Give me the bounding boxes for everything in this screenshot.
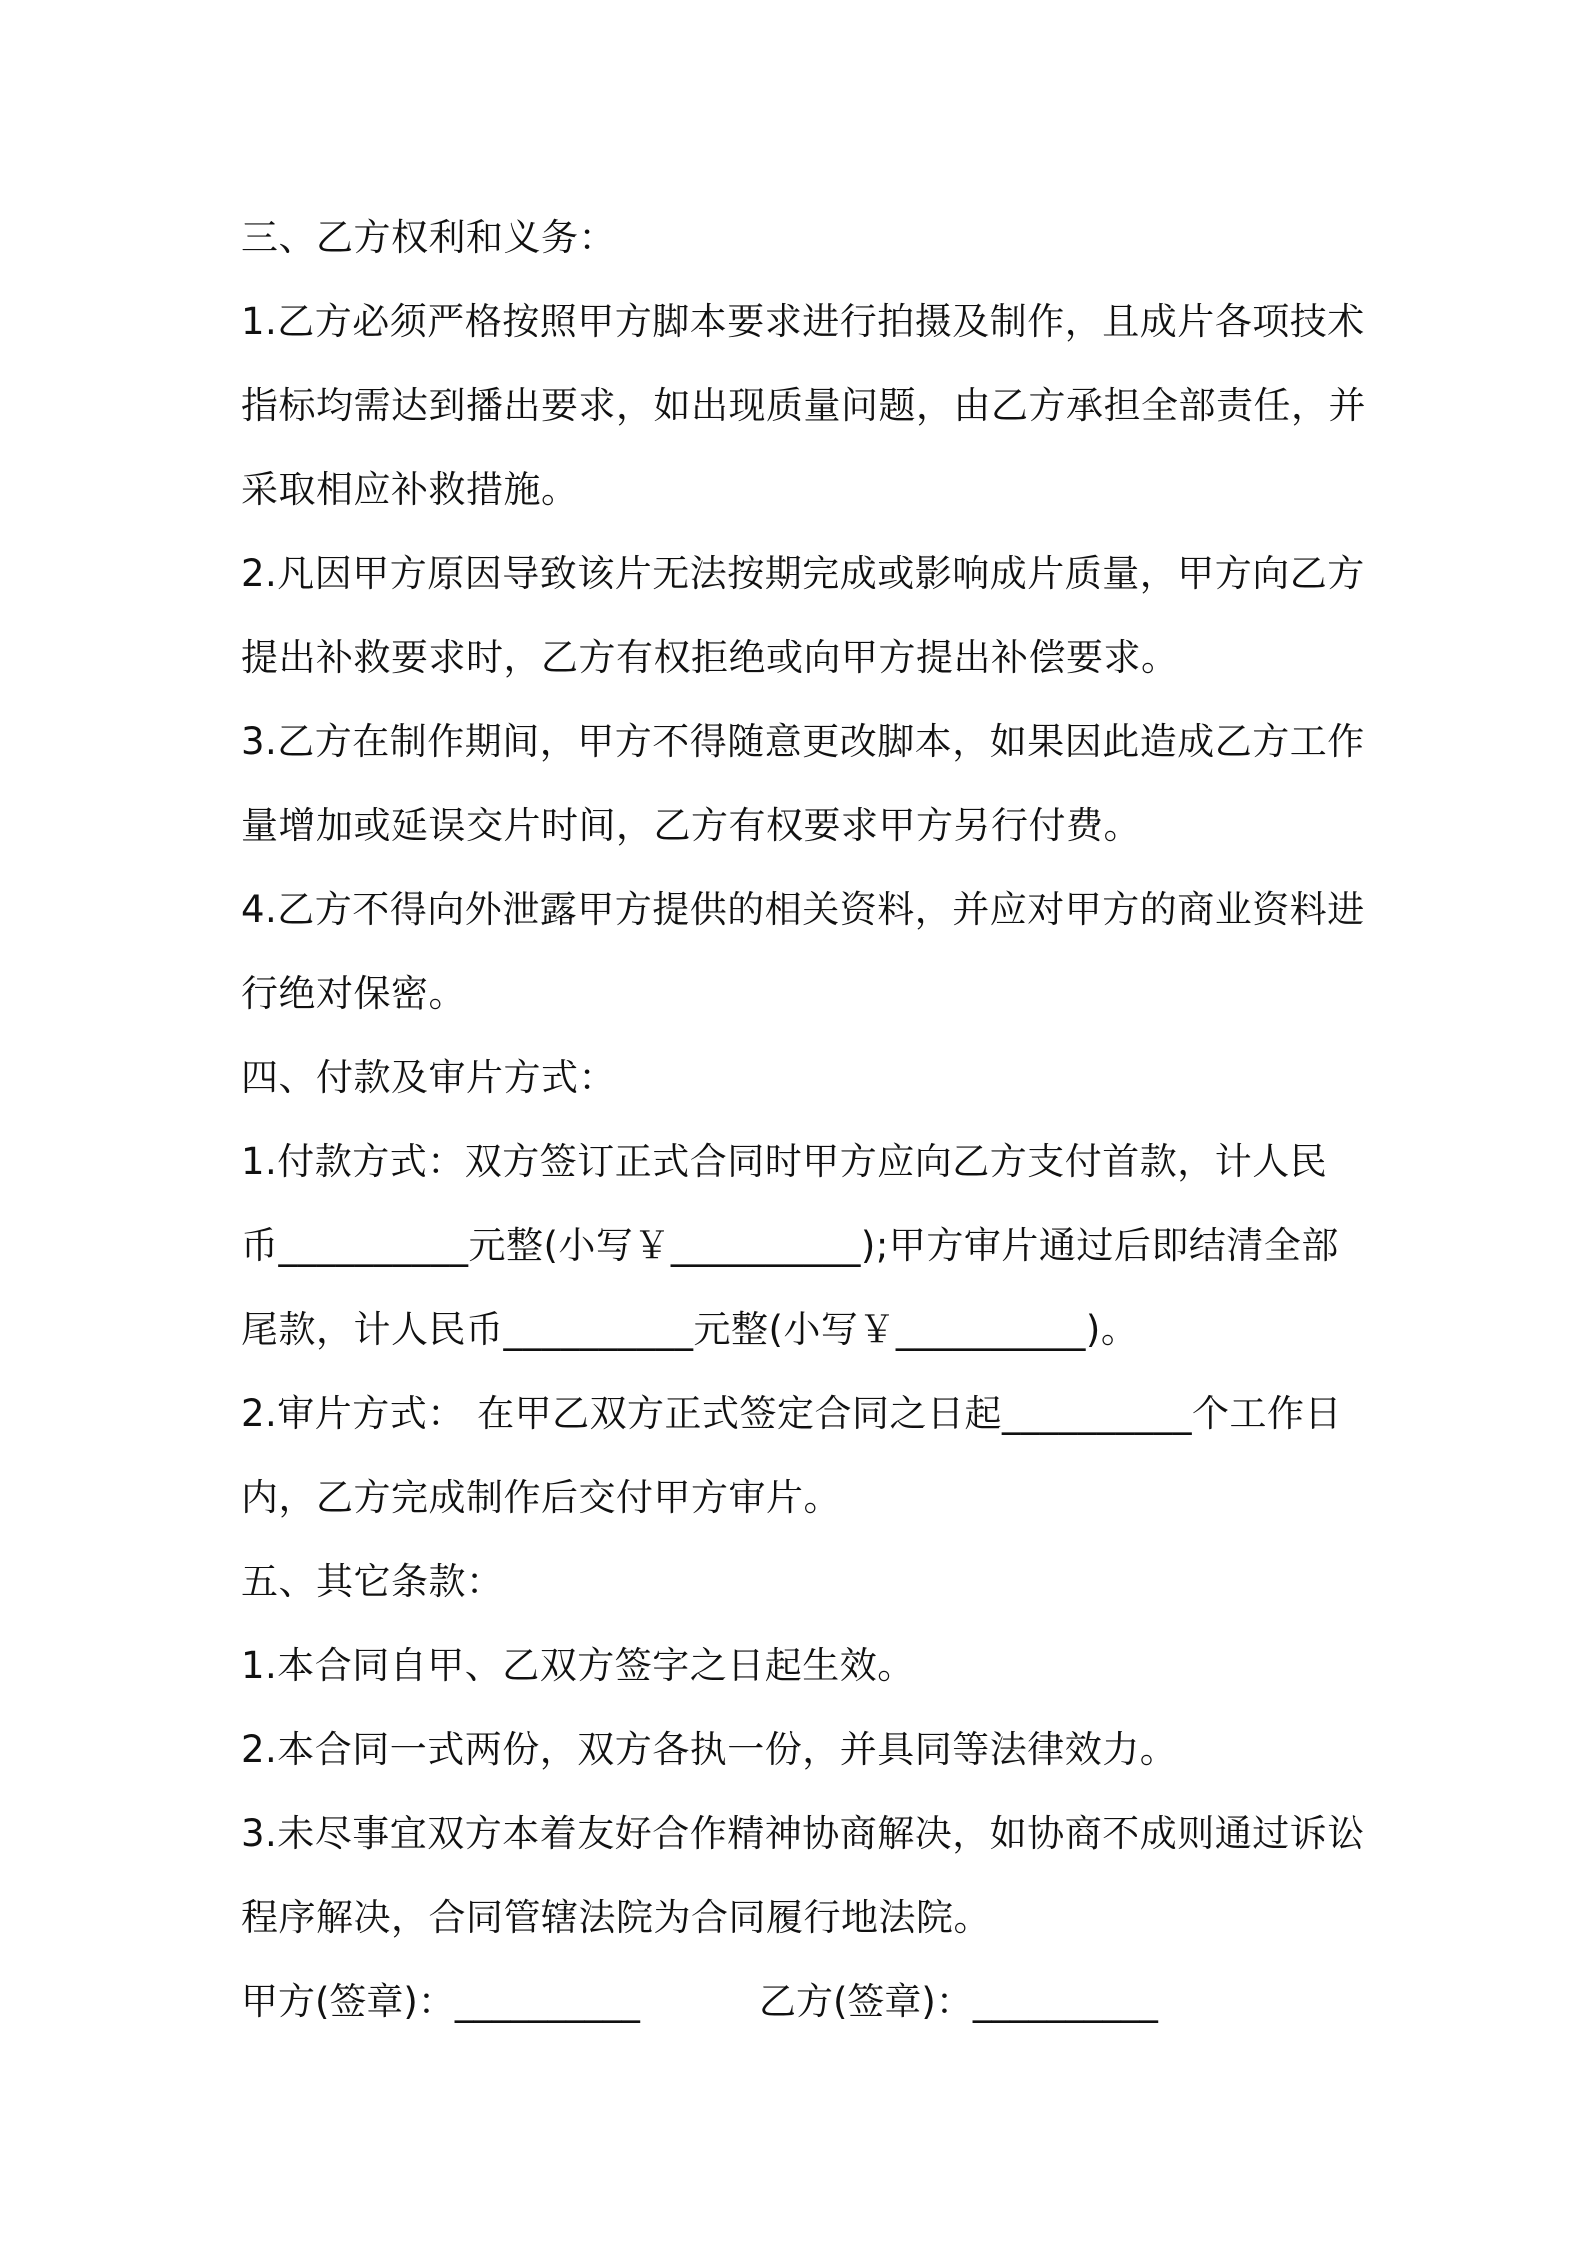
clause-3-4-line-2: 行绝对保密。 xyxy=(241,972,466,1015)
party-b-signature: 乙方(签章)：__________ xyxy=(759,1980,1158,2023)
clause-4-2-line-2: 内，乙方完成制作后交付甲方审片。 xyxy=(241,1476,841,1519)
clause-4-2-line-1: 2.审片方式： 在甲乙双方正式签定合同之日起__________个工作日 xyxy=(241,1392,1343,1435)
clause-3-3-line-1: 3.乙方在制作期间，甲方不得随意更改脚本，如果因此造成乙方工作 xyxy=(241,720,1365,763)
clause-3-2-line-2: 提出补救要求时，乙方有权拒绝或向甲方提出补偿要求。 xyxy=(241,636,1179,679)
clause-3-4-line-1: 4.乙方不得向外泄露甲方提供的相关资料，并应对甲方的商业资料进 xyxy=(241,888,1365,931)
clause-3-1-line-2: 指标均需达到播出要求，如出现质量问题，由乙方承担全部责任，并 xyxy=(241,384,1366,427)
clause-4-1-line-2: 币__________元整(小写￥__________);甲方审片通过后即结清全部 xyxy=(241,1224,1339,1267)
clause-5-1: 1.本合同自甲、乙双方签字之日起生效。 xyxy=(241,1644,915,1687)
clause-4-1-line-3: 尾款，计人民币__________元整(小写￥__________)。 xyxy=(241,1308,1139,1351)
clause-4-1-line-1: 1.付款方式：双方签订正式合同时甲方应向乙方支付首款，计人民 xyxy=(241,1140,1328,1183)
clause-3-3-line-2: 量增加或延误交片时间，乙方有权要求甲方另行付费。 xyxy=(241,804,1141,847)
party-a-signature: 甲方(签章)：__________ xyxy=(241,1980,640,2023)
clause-5-3-line-1: 3.未尽事宜双方本着友好合作精神协商解决，如协商不成则通过诉讼 xyxy=(241,1812,1365,1855)
signature-row xyxy=(241,1960,1361,2044)
contract-page xyxy=(241,196,1366,2044)
clause-3-1-line-3: 采取相应补救措施。 xyxy=(241,468,579,511)
section-heading-party-b-rights: 三、乙方权利和义务： xyxy=(241,216,616,259)
section-heading-payment: 四、付款及审片方式： xyxy=(241,1056,616,1099)
clause-5-3-line-2: 程序解决，合同管辖法院为合同履行地法院。 xyxy=(241,1896,991,1939)
clause-3-1-line-1: 1.乙方必须严格按照甲方脚本要求进行拍摄及制作，且成片各项技术 xyxy=(241,300,1365,343)
clause-3-2-line-1: 2.凡因甲方原因导致该片无法按期完成或影响成片质量，甲方向乙方 xyxy=(241,552,1365,595)
section-heading-other-terms: 五、其它条款： xyxy=(241,1560,504,1603)
clause-5-2: 2.本合同一式两份，双方各执一份，并具同等法律效力。 xyxy=(241,1728,1178,1771)
